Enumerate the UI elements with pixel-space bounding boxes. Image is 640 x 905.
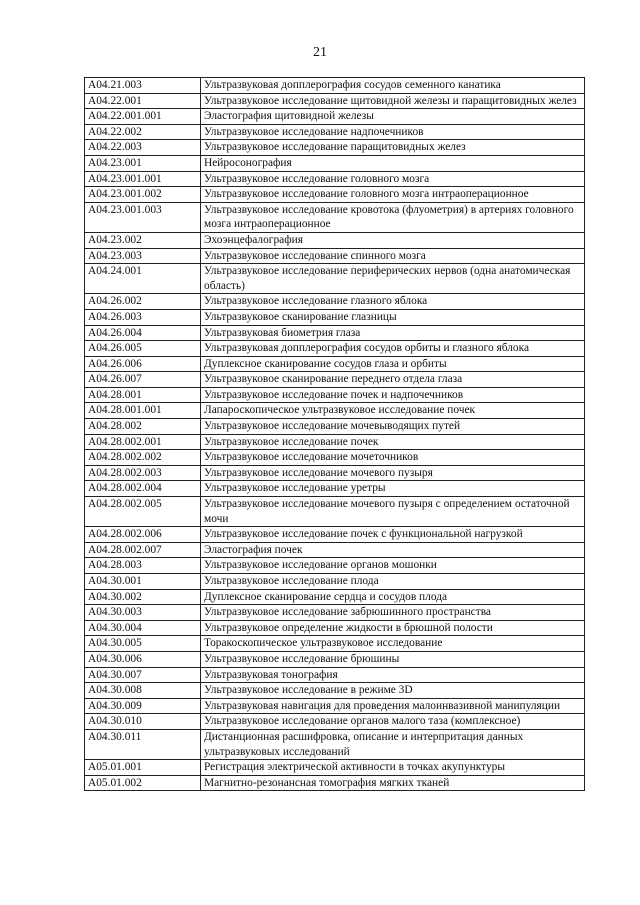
table-row [85, 403, 585, 419]
service-code-cell: A04.28.002.001 [85, 434, 201, 450]
table-row [85, 636, 585, 652]
service-name-cell: Эхоэнцефалография [201, 232, 585, 248]
page-number: 21 [313, 45, 327, 60]
table-row [85, 574, 585, 590]
service-name-cell: Ультразвуковое сканирование переднего отдела глаза [201, 372, 585, 388]
service-name-cell: Ультразвуковое исследование кровотока (флуометрия) в артериях головного мозга интраоперационное [201, 202, 585, 232]
service-code-cell: A04.22.001 [85, 93, 201, 109]
service-name-cell: Дуплексное сканирование сосудов глаза и орбиты [201, 356, 585, 372]
service-code-cell: A04.26.003 [85, 309, 201, 325]
table-row [85, 527, 585, 543]
table-row [85, 698, 585, 714]
table-row [85, 187, 585, 203]
table-row [85, 372, 585, 388]
service-code-cell: A04.30.008 [85, 683, 201, 699]
table-row [85, 497, 585, 527]
table-row [85, 558, 585, 574]
table-row [85, 155, 585, 171]
service-code-cell: A04.30.001 [85, 574, 201, 590]
service-name-cell: Ультразвуковое исследование мочевого пузыря с определением остаточной мочи [201, 497, 585, 527]
table-row [85, 714, 585, 730]
table-row [85, 775, 585, 791]
table-row [85, 171, 585, 187]
service-name-cell: Ультразвуковое исследование мочевого пузыря [201, 465, 585, 481]
service-name-cell: Эластография почек [201, 542, 585, 558]
service-name-cell: Ультразвуковое исследование уретры [201, 481, 585, 497]
service-code-cell: A05.01.001 [85, 760, 201, 776]
service-name-cell: Ультразвуковое исследование почек с функциональной нагрузкой [201, 527, 585, 543]
table-row [85, 109, 585, 125]
table-row [85, 202, 585, 232]
service-code-cell: A04.30.002 [85, 589, 201, 605]
service-code-cell: A04.26.007 [85, 372, 201, 388]
service-code-cell: A04.22.003 [85, 140, 201, 156]
table-row [85, 729, 585, 759]
service-code-cell: A04.26.006 [85, 356, 201, 372]
service-name-cell: Ультразвуковое исследование головного мозга интраоперационное [201, 187, 585, 203]
service-name-cell: Нейросонография [201, 155, 585, 171]
service-name-cell: Ультразвуковое исследование периферических нервов (одна анатомическая область) [201, 264, 585, 294]
service-code-cell: A04.23.003 [85, 248, 201, 264]
table-row [85, 78, 585, 94]
service-name-cell: Дуплексное сканирование сердца и сосудов плода [201, 589, 585, 605]
service-codes-table [84, 77, 585, 791]
service-name-cell: Ультразвуковое исследование брюшины [201, 651, 585, 667]
service-name-cell: Ультразвуковое исследование щитовидной железы и паращитовидных желез [201, 93, 585, 109]
service-name-cell: Торакоскопическое ультразвуковое исследование [201, 636, 585, 652]
service-code-cell: A04.26.004 [85, 325, 201, 341]
table-row [85, 434, 585, 450]
service-code-cell: A04.22.001.001 [85, 109, 201, 125]
service-name-cell: Ультразвуковая тонография [201, 667, 585, 683]
service-name-cell: Ультразвуковое исследование плода [201, 574, 585, 590]
service-code-cell: A04.28.001 [85, 387, 201, 403]
table-row [85, 248, 585, 264]
table-row [85, 356, 585, 372]
service-name-cell: Ультразвуковое исследование в режиме 3D [201, 683, 585, 699]
table-row [85, 450, 585, 466]
table-row [85, 620, 585, 636]
service-name-cell: Ультразвуковое исследование мочеточников [201, 450, 585, 466]
table-row [85, 465, 585, 481]
service-code-cell: A04.28.002.007 [85, 542, 201, 558]
service-code-cell: A04.26.005 [85, 341, 201, 357]
service-code-cell: A04.28.001.001 [85, 403, 201, 419]
table-row [85, 140, 585, 156]
table-row [85, 325, 585, 341]
service-name-cell: Ультразвуковое определение жидкости в брюшной полости [201, 620, 585, 636]
table-row [85, 419, 585, 435]
service-name-cell: Ультразвуковое исследование спинного мозга [201, 248, 585, 264]
service-name-cell: Ультразвуковое исследование забрюшинного пространства [201, 605, 585, 621]
service-code-cell: A04.30.010 [85, 714, 201, 730]
table-row [85, 124, 585, 140]
service-code-cell: A04.28.002 [85, 419, 201, 435]
table-row [85, 605, 585, 621]
service-name-cell: Ультразвуковое исследование надпочечников [201, 124, 585, 140]
service-code-cell: A04.23.001.001 [85, 171, 201, 187]
service-name-cell: Ультразвуковое исследование глазного яблока [201, 294, 585, 310]
service-code-cell: A04.22.002 [85, 124, 201, 140]
table-body [85, 78, 585, 791]
service-name-cell: Дистанционная расшифровка, описание и интерпритация данных ультразвуковых исследований [201, 729, 585, 759]
service-code-cell: A04.28.002.003 [85, 465, 201, 481]
service-code-cell: A04.28.002.002 [85, 450, 201, 466]
table-row [85, 264, 585, 294]
service-code-cell: A04.23.001.003 [85, 202, 201, 232]
service-code-cell: A04.24.001 [85, 264, 201, 294]
service-name-cell: Регистрация электрической активности в точках акупунктуры [201, 760, 585, 776]
service-code-cell: A04.28.003 [85, 558, 201, 574]
table-row [85, 683, 585, 699]
service-code-cell: A04.30.007 [85, 667, 201, 683]
table-row [85, 309, 585, 325]
service-code-cell: A04.21.003 [85, 78, 201, 94]
service-code-cell: A04.26.002 [85, 294, 201, 310]
table-row [85, 760, 585, 776]
service-name-cell: Эластография щитовидной железы [201, 109, 585, 125]
service-name-cell: Ультразвуковая навигация для проведения малоинвазивной манипуляции [201, 698, 585, 714]
service-name-cell: Ультразвуковое сканирование глазницы [201, 309, 585, 325]
service-code-cell: A04.23.001.002 [85, 187, 201, 203]
service-code-cell: A04.30.006 [85, 651, 201, 667]
table-row [85, 651, 585, 667]
service-code-cell: A05.01.002 [85, 775, 201, 791]
service-name-cell: Ультразвуковая допплерография сосудов орбиты и глазного яблока [201, 341, 585, 357]
table-row [85, 481, 585, 497]
table-row [85, 589, 585, 605]
table-row [85, 232, 585, 248]
service-name-cell: Ультразвуковая допплерография сосудов семенного канатика [201, 78, 585, 94]
service-code-cell: A04.30.004 [85, 620, 201, 636]
service-name-cell: Ультразвуковое исследование головного мозга [201, 171, 585, 187]
service-code-cell: A04.28.002.005 [85, 497, 201, 527]
service-code-cell: A04.30.005 [85, 636, 201, 652]
service-code-cell: A04.23.002 [85, 232, 201, 248]
service-code-cell: A04.30.003 [85, 605, 201, 621]
service-name-cell: Ультразвуковое исследование мочевыводящих путей [201, 419, 585, 435]
service-name-cell: Ультразвуковое исследование органов мошонки [201, 558, 585, 574]
service-code-cell: A04.28.002.006 [85, 527, 201, 543]
service-name-cell: Ультразвуковое исследование органов малого таза (комплексное) [201, 714, 585, 730]
table-row [85, 341, 585, 357]
service-code-cell: A04.30.009 [85, 698, 201, 714]
service-name-cell: Ультразвуковая биометрия глаза [201, 325, 585, 341]
table-row [85, 667, 585, 683]
table-row [85, 93, 585, 109]
service-code-cell: A04.23.001 [85, 155, 201, 171]
service-code-cell: A04.30.011 [85, 729, 201, 759]
service-name-cell: Ультразвуковое исследование паращитовидных желез [201, 140, 585, 156]
service-name-cell: Магнитно-резонансная томография мягких тканей [201, 775, 585, 791]
service-name-cell: Ультразвуковое исследование почек [201, 434, 585, 450]
service-name-cell: Лапароскопическое ультразвуковое исследование почек [201, 403, 585, 419]
table-row [85, 387, 585, 403]
service-code-cell: A04.28.002.004 [85, 481, 201, 497]
table-row [85, 294, 585, 310]
table-row [85, 542, 585, 558]
service-name-cell: Ультразвуковое исследование почек и надпочечников [201, 387, 585, 403]
